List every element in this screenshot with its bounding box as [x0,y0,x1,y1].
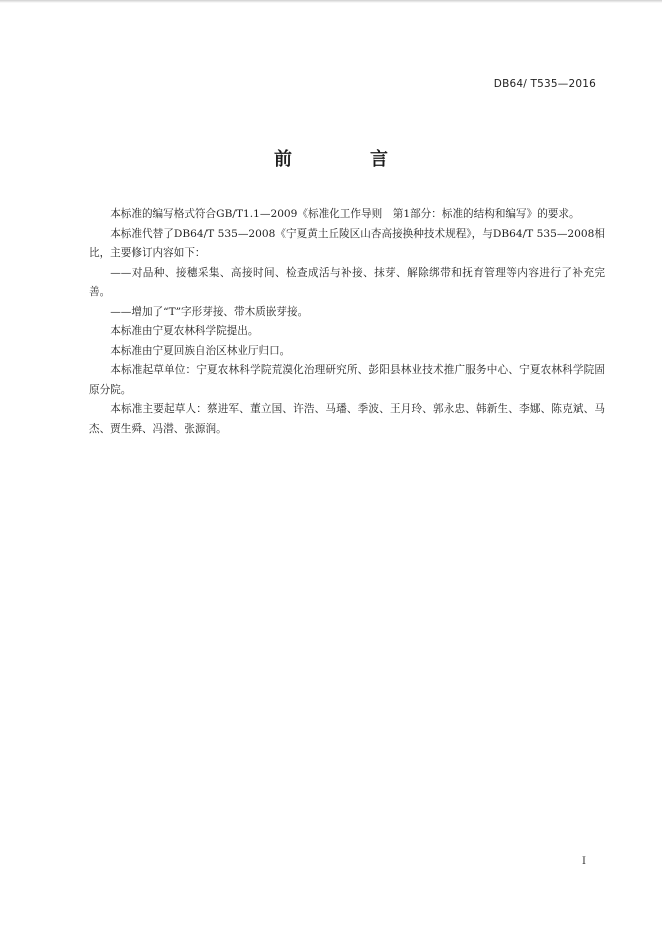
paragraph-drafters: 本标准主要起草人：蔡进军、董立国、许浩、马璠、季波、王月玲、郭永忠、韩新生、李娜、陈克斌、马杰、贾生舜、冯潜、张源润。 [89,403,605,435]
paragraph-administrator: 本标准由宁夏回族自治区林业厅归口。 [110,344,291,357]
paragraph-format-compliance: 本标准的编写格式符合GB/T1.1—2009《标准化工作导则 第1部分：标准的结构和编写》的要求。 [110,208,580,220]
standard-code: DB64/ T535—2016 [493,78,596,90]
paragraph-change-item: ——增加了“T”字形芽接、带木质嵌芽接。 [110,305,309,318]
page-number: I [582,856,586,867]
page-title: 前 言 [274,149,418,170]
foreword-body [89,205,605,439]
paragraph-replacement: 本标准代替了DB64/T 535—2008《宁夏黄土丘陵区山杏高接换种技术规程》，与DB64/T 535—2008相比，主要修订内容如下： [89,227,605,259]
scan-top-edge [0,0,662,3]
paragraph-drafting-units: 本标准起草单位：宁夏农林科学院荒漠化治理研究所、彭阳县林业技术推广服务中心、宁夏农林科学院固原分院。 [89,364,605,396]
paragraph-change-item: ——对品种、接穗采集、高接时间、检查成活与补接、抹芽、解除绑带和抚育管理等内容进行了补充完善。 [89,266,605,298]
paragraph-proposer: 本标准由宁夏农林科学院提出。 [110,325,259,337]
